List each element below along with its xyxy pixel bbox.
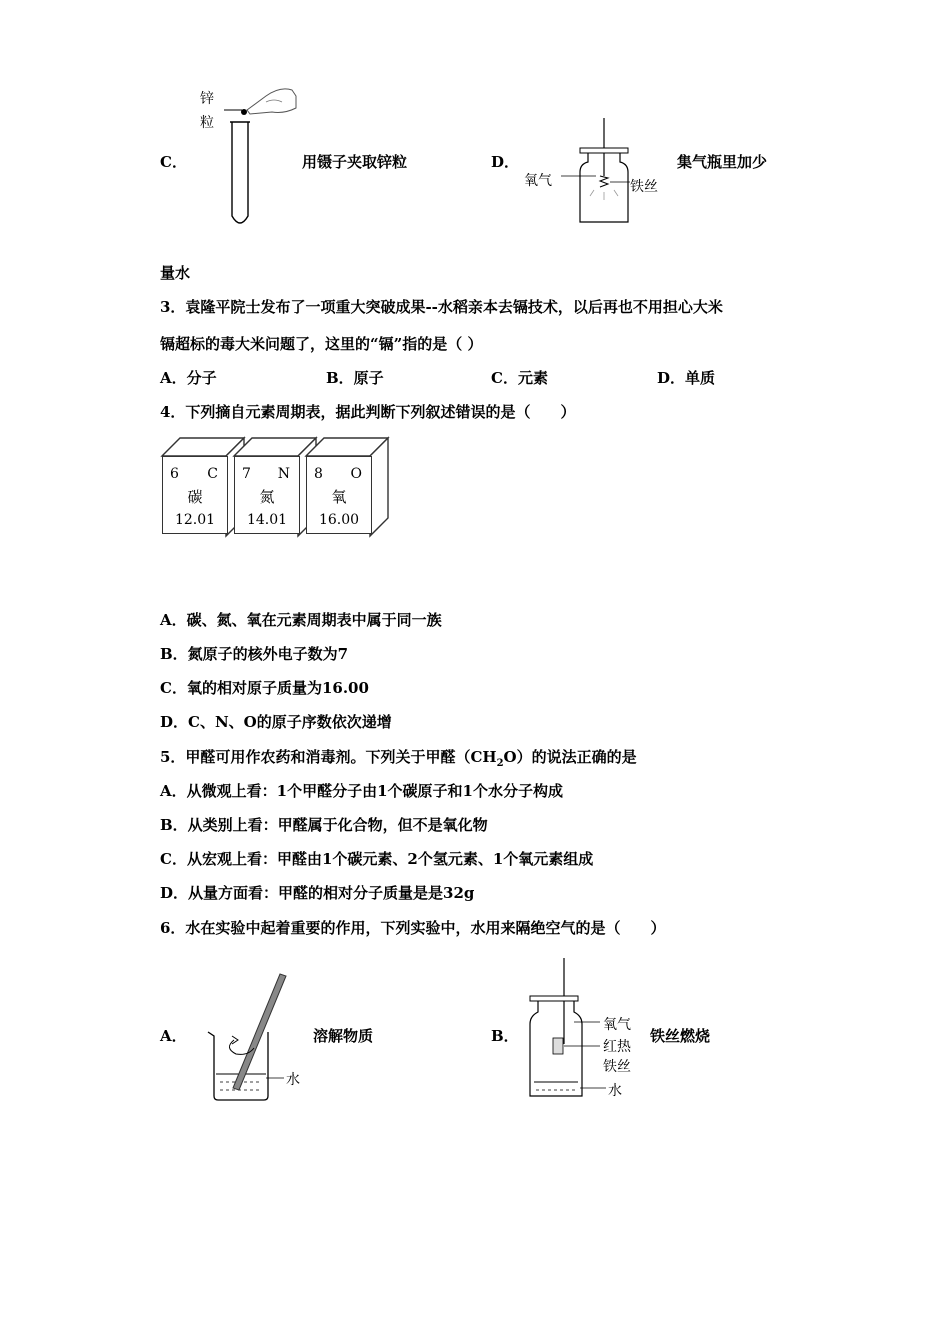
q6-option-b-letter: B． [491,1027,519,1045]
oxygen-mass: 16.00 [318,512,360,528]
q6-b-label-oxygen: 氧气 [603,1017,631,1033]
oxygen-atomic-number: 8 [314,466,323,482]
q2-option-c-letter: C． [160,153,187,171]
q5-option-c: C．从宏观上看：甲醛由1个碳元素、2个氢元素、1个氧元素组成 [160,850,594,868]
q6-option-a-letter: A． [160,1027,187,1045]
carbon-name: 碳 [187,488,203,506]
nitrogen-mass: 14.01 [246,512,288,528]
q3-stem-line1: 3．袁隆平院士发布了一项重大突破成果--水稻亲本去镉技术，以后再也不用担心大米 [160,298,723,316]
nitrogen-name: 氮 [259,488,275,506]
q4-option-b: B．氮原子的核外电子数为7 [160,645,349,663]
q4-stem: 4．下列摘自元素周期表，据此判断下列叙述错误的是（ ） [160,403,576,421]
q4-option-a: A．碳、氮、氧在元素周期表中属于同一族 [160,611,442,629]
q2-d-label-oxygen: 氧气 [524,173,552,189]
q2-option-c-text: 用镊子夹取锌粒 [302,153,408,171]
carbon-atomic-number: 6 [170,466,179,482]
q3-option-b: B．原子 [326,369,384,387]
q6-option-a-text: 溶解物质 [313,1027,374,1045]
periodic-cell-oxygen [306,436,372,528]
periodic-cell-carbon [162,436,228,528]
q3-option-d: D．单质 [657,369,716,387]
oxygen-name: 氧 [331,488,347,506]
q2-option-d-text-cont: 量水 [160,264,191,282]
q5-stem-before: 5．甲醛可用作农药和消毒剂。下列关于甲醛（CH [160,748,497,766]
q4-option-c: C．氧的相对原子质量为16.00 [160,679,369,697]
q3-option-c: C．元素 [491,369,548,387]
gas-jar-iron-wire-icon [560,118,640,228]
q6-option-b-text: 铁丝燃烧 [650,1027,711,1045]
q2-c-label-zinc2: 粒 [200,115,214,131]
test-tube-tweezers-icon [220,84,300,229]
q5-option-a: A．从微观上看：1个甲醛分子由1个碳原子和1个水分子构成 [160,782,563,800]
q4-option-d: D．C、N、O的原子序数依次递增 [160,713,392,731]
q2-option-d-letter: D． [491,153,520,171]
q5-option-b: B．从类别上看：甲醛属于化合物，但不是氧化物 [160,816,488,834]
q6-b-label-water: 水 [608,1083,622,1099]
q6-a-label-water: 水 [286,1072,300,1088]
q3-option-a: A．分子 [160,369,217,387]
carbon-symbol: C [207,466,218,482]
periodic-cell-nitrogen [234,436,300,528]
q6-b-label-red2: 铁丝 [603,1059,631,1075]
carbon-mass: 12.01 [174,512,216,528]
q5-stem [160,747,637,774]
nitrogen-atomic-number: 7 [242,466,251,482]
oxygen-symbol: O [350,466,362,482]
q6-b-label-red1: 红热 [603,1039,631,1055]
q3-stem-line2: 镉超标的毒大米问题了，这里的“镉”指的是（ ） [160,335,483,353]
q6-stem: 6．水在实验中起着重要的作用，下列实验中，水用来隔绝空气的是（ ） [160,919,666,937]
q5-stem-after: O）的说法正确的是 [503,748,637,766]
q2-option-d-text: 集气瓶里加少 [677,153,768,171]
q2-c-label-zinc1: 锌 [200,91,214,107]
q2-d-label-wire: 铁丝 [630,179,658,195]
q5-stem-sub: 2 [496,758,504,769]
q5-option-d: D．从量方面看：甲醛的相对分子质量是是32g [160,884,475,902]
nitrogen-symbol: N [277,466,290,482]
